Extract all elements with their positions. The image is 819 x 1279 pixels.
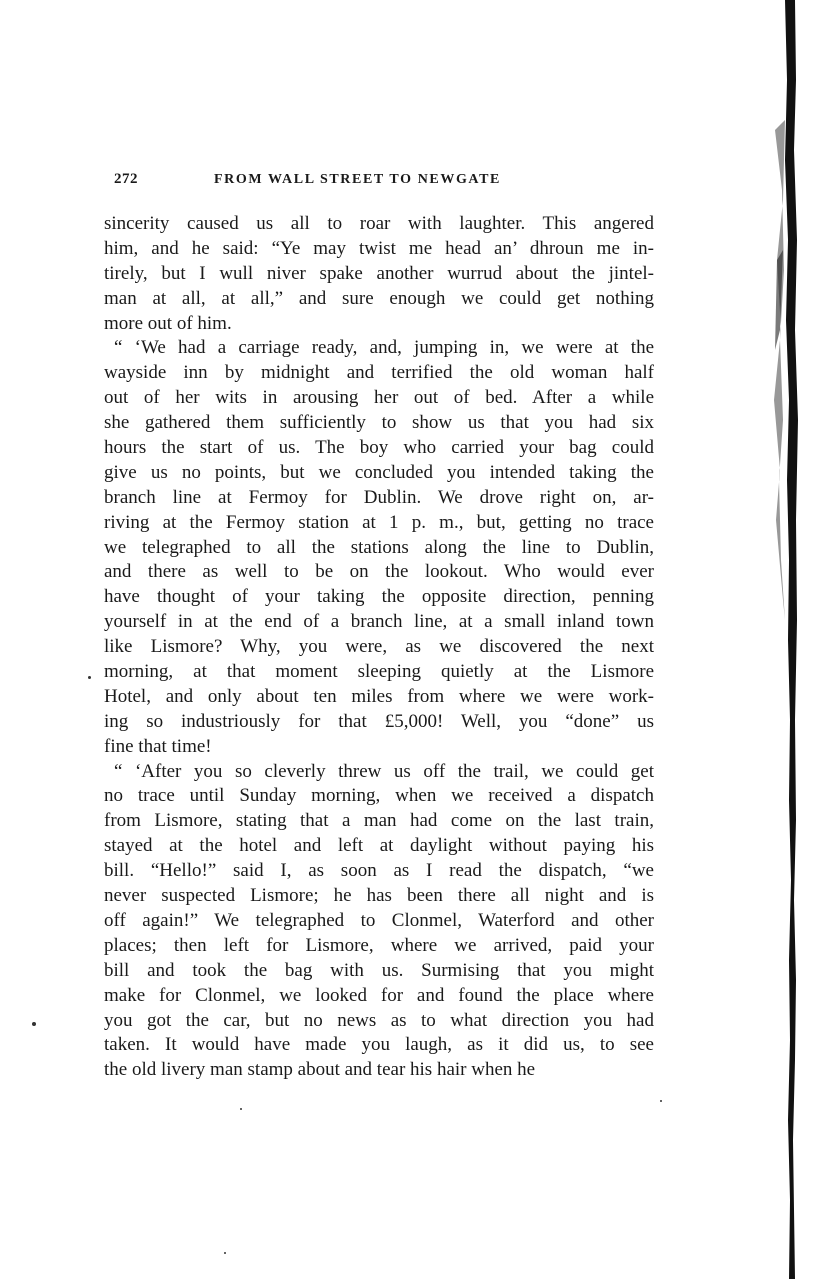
text-line: like Lismore? Why, you were, as we discovered the next [104, 636, 654, 658]
text-line: stayed at the hotel and left at daylight without paying his [104, 835, 654, 857]
running-header [114, 171, 658, 195]
text-line: sincerity caused us all to roar with laughter. This angered [104, 213, 654, 234]
text-line: places; then left for Lismore, where we arrived, paid your [104, 934, 654, 956]
text-line: she gathered them sufficiently to show us that you had six [104, 412, 654, 434]
text-line: make for Clonmel, we looked for and found the place where [104, 984, 654, 1006]
scan-speck [224, 1252, 226, 1254]
text-line: yourself in at the end of a branch line, at a small inland town [104, 611, 654, 633]
text-line: branch line at Fermoy for Dublin. We drove right on, ar- [104, 486, 654, 508]
paragraph [104, 212, 654, 336]
text-line: off again!” We telegraphed to Clonmel, Waterford and other [104, 909, 654, 931]
text-line: hours the start of us. The boy who carried your bag could [104, 437, 654, 459]
text-line: man at all, at all,” and sure enough we could get nothing [104, 287, 654, 309]
paragraph [104, 760, 654, 1084]
text-line: “ ‘After you so cleverly threw us off the trail, we could get [114, 760, 654, 782]
scan-speck [32, 1022, 36, 1026]
text-line: ing so industriously for that £5,000! Well, you “done” us [104, 710, 654, 732]
text-line: out of her wits in arousing her out of bed. After a while [104, 387, 654, 409]
text-line: bill and took the bag with us. Surmising that you might [104, 959, 654, 981]
text-line: from Lismore, stating that a man had come on the last train, [104, 810, 654, 832]
text-line: and there as well to be on the lookout. Who would ever [104, 561, 654, 583]
text-line: never suspected Lismore; he has been there all night and is [104, 885, 654, 907]
text-line: Hotel, and only about ten miles from where we were work- [104, 685, 654, 707]
text-line: more out of him. [104, 312, 232, 334]
text-line: bill. “Hello!” said I, as soon as I read the dispatch, “we [104, 860, 654, 882]
paragraph [104, 336, 654, 759]
scan-speck [88, 676, 91, 679]
text-line: the old livery man stamp about and tear his hair when he [104, 1059, 536, 1081]
scan-speck [660, 1100, 662, 1102]
running-title: FROM WALL STREET TO NEWGATE [214, 172, 501, 187]
text-line: taken. It would have made you laugh, as it did us, to see [104, 1034, 654, 1056]
text-line: him, and he said: “Ye may twist me head an’ dhroun me in- [104, 237, 654, 259]
text-line: fine that time! [104, 735, 212, 757]
text-line: “ ‘We had a carriage ready, and, jumping in, we were at the [114, 337, 654, 359]
scanned-binding-edge [771, 0, 801, 1279]
text-line: give us no points, but we concluded you intended taking the [104, 461, 654, 483]
text-line: morning, at that moment sleeping quietly at the Lismore [104, 661, 654, 683]
text-line: no trace until Sunday morning, when we received a dispatch [104, 785, 654, 807]
text-line: riving at the Fermoy station at 1 p. m., but, getting no trace [104, 511, 654, 533]
text-line: tirely, but I wull niver spake another wurrud about the jintel- [104, 262, 654, 284]
page-number: 272 [114, 171, 138, 187]
text-line: have thought of your taking the opposite direction, penning [104, 586, 654, 608]
text-line: you got the car, but no news as to what direction you had [104, 1009, 654, 1031]
text-line: wayside inn by midnight and terrified the old woman half [104, 362, 654, 384]
body-text [104, 212, 654, 1083]
text-line: we telegraphed to all the stations along the line to Dublin, [104, 536, 654, 558]
scan-speck [240, 1108, 242, 1110]
